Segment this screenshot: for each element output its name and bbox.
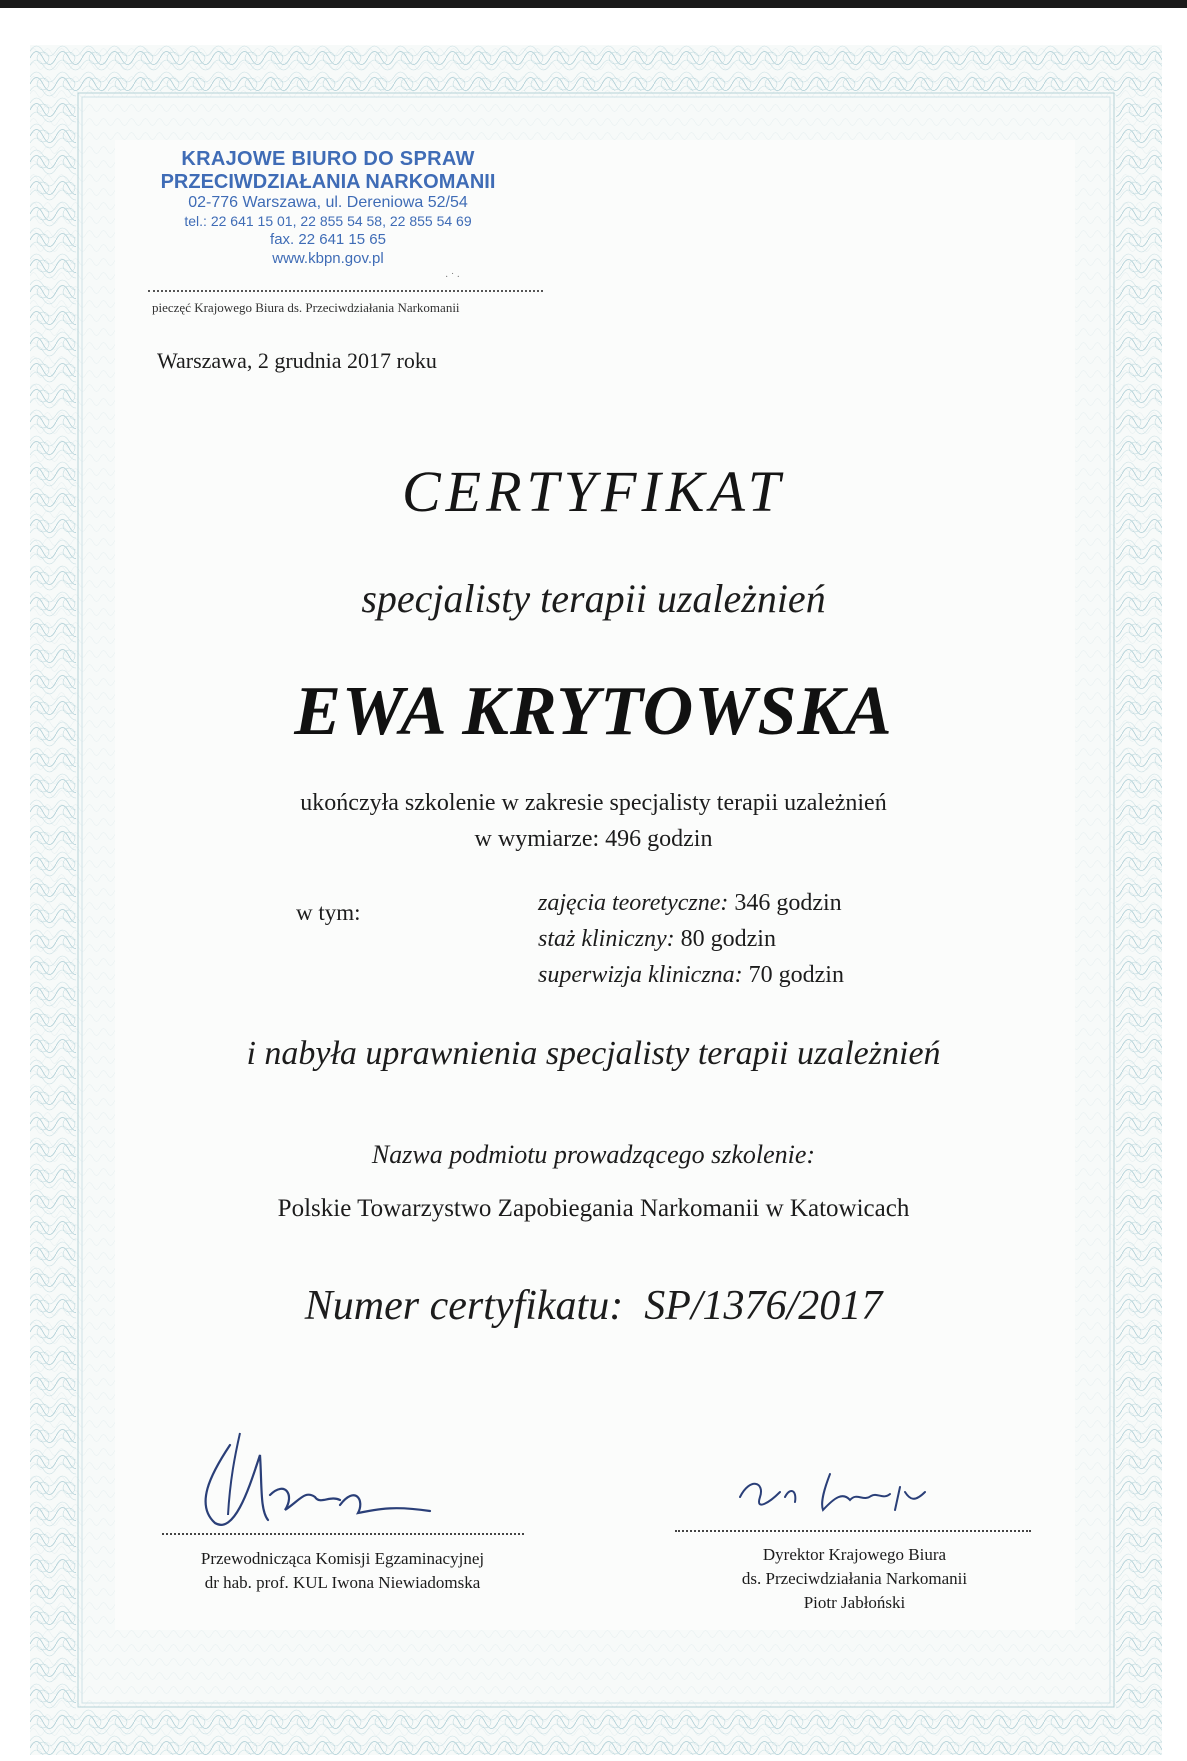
stamp-phone: tel.: 22 641 15 01, 22 855 54 58, 22 855 54 69 [184,213,472,229]
certificate-title: CERTYFIKAT [401,459,786,524]
description-line-2: w wymiarze: 496 godzin [474,826,713,852]
breakdown-item-label: zajęcia teoretyczne: [538,890,729,916]
breakdown-item-value: 70 godzin [748,962,844,988]
left-signatory [150,1547,535,1595]
left-handwritten-signature [190,1425,450,1535]
stamp-website: www.kbpn.gov.pl [272,250,384,267]
breakdown-item [538,926,776,953]
stamp-dotted-line [148,290,543,292]
breakdown-item-label: superwizja kliniczna: [538,962,743,988]
top-edge-bar [0,0,1187,8]
certificate-subtitle: specjalisty terapii uzależnień [361,576,826,621]
stamp-ink-specks: · ˙ · [445,272,460,283]
breakdown-label: w tym: [296,900,361,925]
stamp-line-2: PRZECIWDZIAŁANIA NARKOMANII [160,171,496,193]
stamp-line-1: KRAJOWE BIURO DO SPRAW [181,148,475,170]
stamp-address: 02-776 Warszawa, ul. Dereniowa 52/54 [188,194,468,211]
organization-label: Nazwa podmiotu prowadzącego szkolenie: [371,1140,816,1169]
right-signatory [662,1543,1047,1615]
right-signatory-role-1: Dyrektor Krajowego Biura [762,1545,947,1564]
left-signatory-name: dr hab. prof. KUL Iwona Niewiadomska [204,1573,481,1592]
stamp-caption: pieczęć Krajowego Biura ds. Przeciwdziałania Narkomanii [152,300,460,315]
left-signature-line [162,1533,524,1535]
right-signature-line [675,1530,1031,1532]
breakdown-item-value: 346 godzin [734,890,842,916]
right-signatory-role-2: ds. Przeciwdziałania Narkomanii [741,1569,968,1588]
certificate-number-value: SP/1376/2017 [644,1283,883,1329]
breakdown-item [538,962,844,989]
organization-name: Polskie Towarzystwo Zapobiegania Narkomanii w Katowicach [277,1195,910,1222]
stamp-fax: fax. 22 641 15 65 [270,231,386,248]
right-signatory-name: Piotr Jabłoński [803,1593,906,1612]
holder-name: EWA KRYTOWSKA [294,673,893,750]
breakdown-item-label: staż kliniczny: [538,926,675,952]
qualification-statement: i nabyła uprawnienia specjalisty terapii uzależnień [246,1035,941,1072]
left-signatory-role: Przewodnicząca Komisji Egzaminacyjnej [200,1549,485,1568]
right-handwritten-signature [735,1462,935,1522]
breakdown-item [538,890,842,917]
institution-stamp [148,147,508,268]
description-line-1: ukończyła szkolenie w zakresie specjalisty terapii uzależnień [300,790,887,816]
issue-date: Warszawa, 2 grudnia 2017 roku [157,348,437,373]
certificate-number-label: Numer certyfikatu: [304,1283,624,1329]
breakdown-item-value: 80 godzin [680,926,776,952]
certificate-number [0,1282,1187,1330]
